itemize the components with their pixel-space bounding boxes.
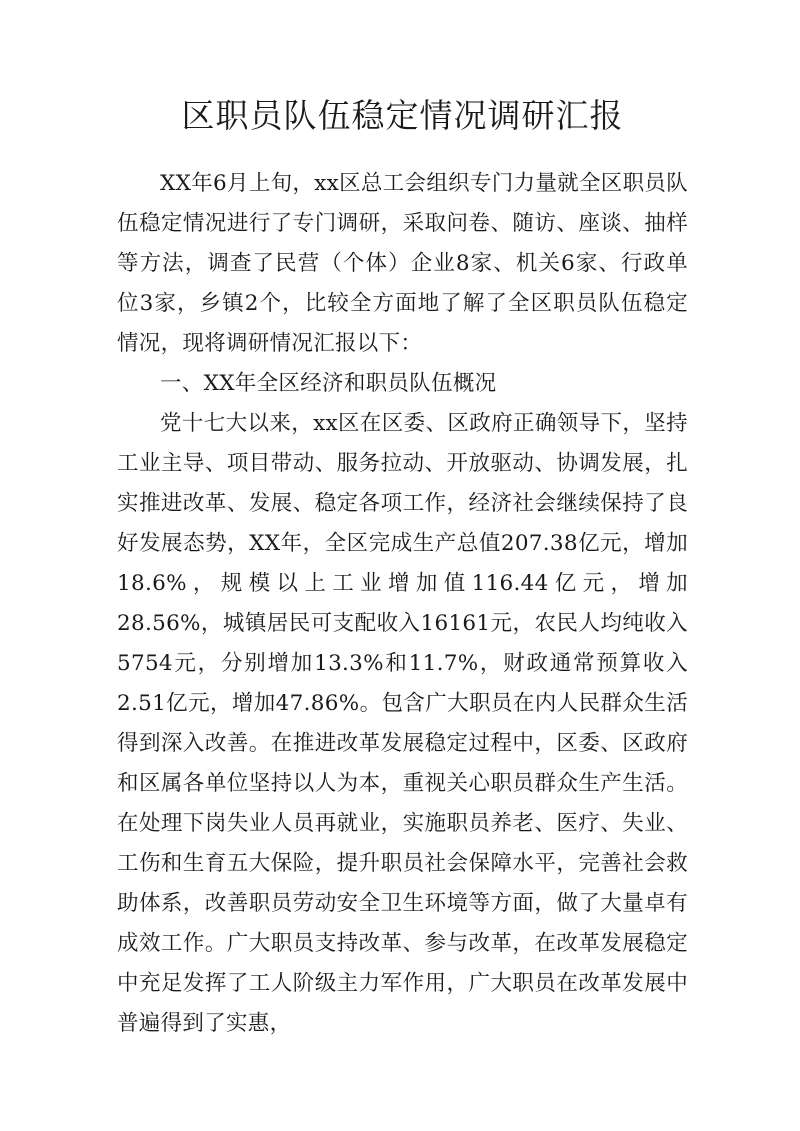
document-title: 区职员队伍稳定情况调研汇报: [181, 96, 624, 135]
section-heading: 一、XX年全区经济和职员队伍概况: [160, 371, 497, 396]
intro-paragraph: XX年6月上旬，xx区总工会组织专门力量就全区职员队伍稳定情况进行了专门调研，采取问卷、随访、座谈、抽样等方法，调查了民营（个体）企业8家、机关6家、行政单位3家，乡镇2个，比较全方面地了解了全区职员队伍稳定情况，现将调研情况汇报以下：: [117, 171, 688, 356]
body-paragraph: 党十七大以来，xx区在区委、区政府正确领导下，坚持工业主导、项目带动、服务拉动、开放驱动、协调发展，扎实推进改革、发展、稳定各项工作，经济社会继续保持了良好发展态势，XX年，全区完成生产总值207.38亿元，增加18.6%，规模以上工业增加值116.44亿元，增加28.56%，城镇居民可支配收入16161元，农民人均纯收入5754元，分别增加13.3%和11.7%，财政通常预算收入2.51亿元，增加47.86%。包含广大职员在内人民群众生活得到深入改善。在推进改革发展稳定过程中，区委、区政府和区属各单位坚持以人为本，重视关心职员群众生产生活。在处理下岗失业人员再就业，实施职员养老、医疗、失业、工伤和生育五大保险，提升职员社会保障水平，完善社会救助体系，改善职员劳动安全卫生环境等方面，做了大量卓有成效工作。广大职员支持改革、参与改革，在改革发展稳定中充足发挥了工人阶级主力军作用，广大职员在改革发展中普遍得到了实惠，: [117, 411, 688, 1036]
